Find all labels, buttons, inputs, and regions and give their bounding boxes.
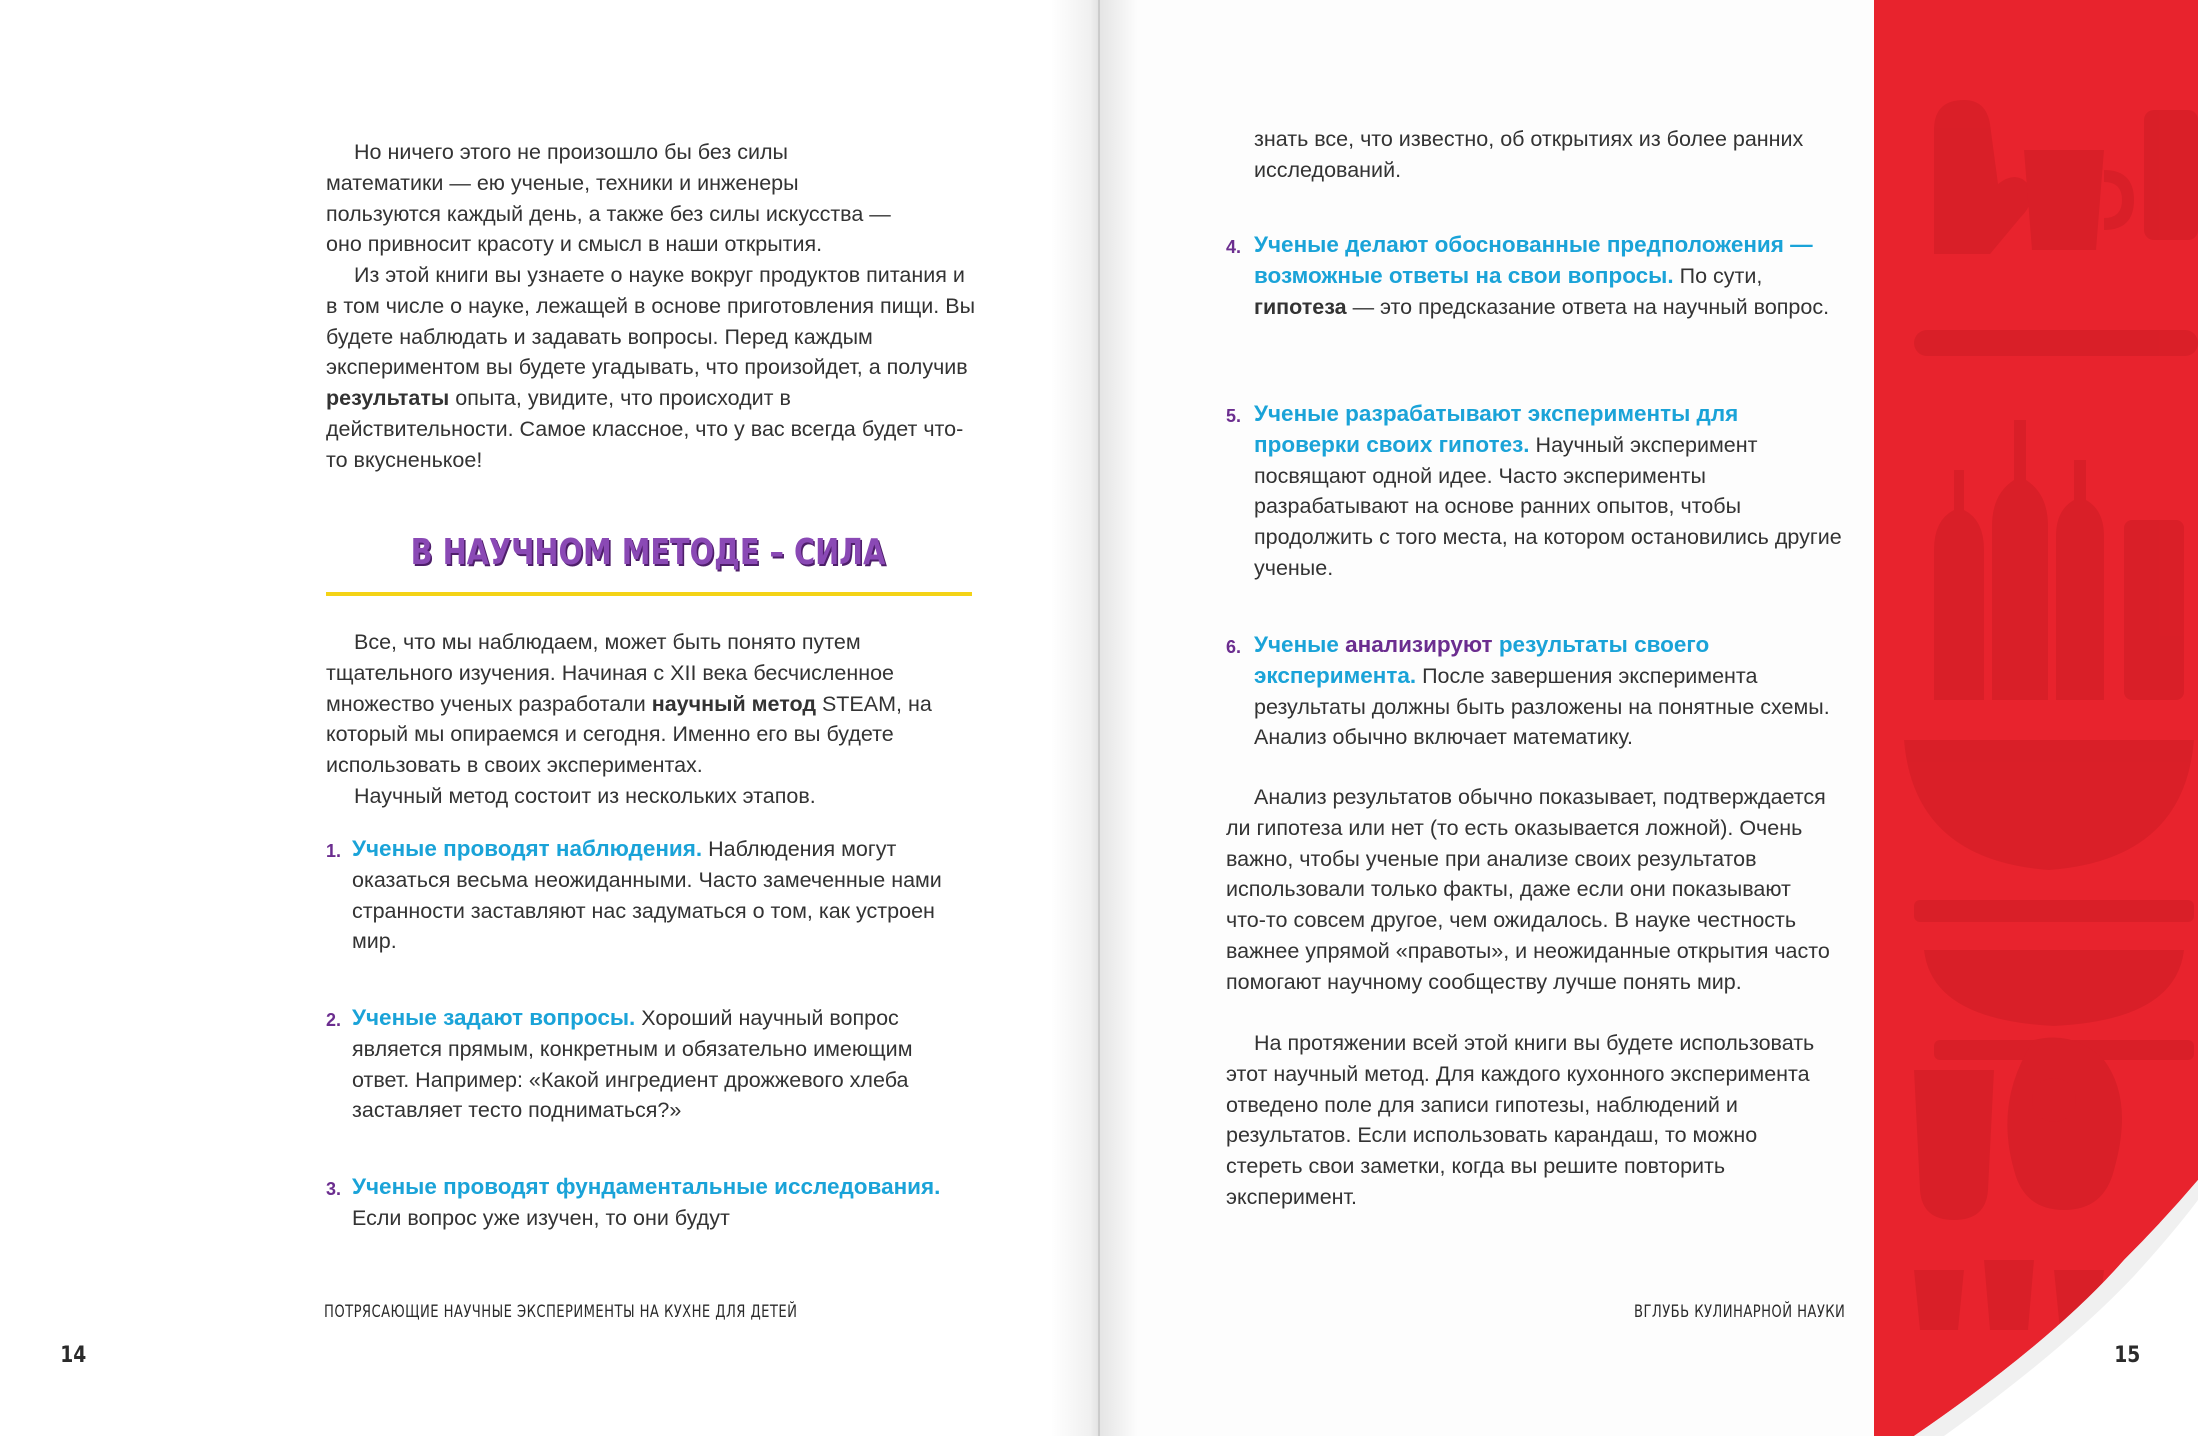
- page-number-right: 15: [2114, 1343, 2141, 1368]
- step-3-number: 3.: [326, 1179, 342, 1199]
- method-stages-line: Научный метод состоит из нескольких этапов.: [354, 784, 816, 808]
- term-hypothesis: гипотеза: [1254, 294, 1347, 319]
- right-running-footer: ВГЛУБЬ КУЛИНАРНОЙ НАУКИ: [1634, 1302, 1846, 1322]
- usage-paragraph: На протяжении всей этой книги вы будете использовать этот научный метод. Для каждого кухонного эксперимента отведено поле для записи гипотезы, наблюдений и результатов. Если использовать карандаш, то можно стереть свои заметки, когда вы решите повторить эксперимент.: [1226, 1031, 1815, 1209]
- section-divider: [326, 592, 972, 596]
- step-6-number: 6.: [1226, 637, 1242, 657]
- intro-line-3: пользуются каждый день, а также без силы искусства —: [326, 201, 891, 226]
- step-4: Ученые делают обоснованные предположения — возможные ответы на свои вопросы. По сути, гипотеза — это предсказание ответа на научный вопрос.: [1254, 232, 1830, 319]
- step-4-number: 4.: [1226, 237, 1242, 257]
- term-results: результаты: [326, 386, 450, 411]
- page-number-left: 14: [60, 1343, 87, 1368]
- analysis-paragraph: Анализ результатов обычно показывает, подтверждается ли гипотеза или нет (то есть оказывается ложной). Очень важно, чтобы ученые при анализе своих результатов использовали только факты, даже если они показывают что-то совсем другое, чем ожидалось. В науке честность важнее упрямой «правоты», и неожиданные открытия часто помогают научному сообществу лучше понять мир.: [1226, 785, 1830, 994]
- step-1-number: 1.: [326, 841, 342, 861]
- intro-paragraph-1: [326, 137, 966, 260]
- term-scientific-method: научный метод: [651, 691, 816, 716]
- book-gutter-shadow: [1050, 0, 1100, 1436]
- term-analyze: анализируют: [1345, 632, 1493, 657]
- page-curl-corner: [1874, 1180, 2198, 1436]
- book-gutter-shadow-right: [1098, 0, 1138, 1436]
- left-running-footer: ПОТРЯСАЮЩИЕ НАУЧНЫЕ ЭКСПЕРИМЕНТЫ НА КУХНЕ ДЛЯ ДЕТЕЙ: [324, 1302, 798, 1322]
- intro-line-2: математики — ею ученые, техники и инженеры: [326, 170, 799, 195]
- intro-paragraph-2: Из этой книги вы узнаете о науке вокруг продуктов питания и в том числе о науке, лежащей в основе приготовления пищи. Вы будете наблюдать и задавать вопросы. Перед каждым экспериментом вы будете угадывать, что произойдет, а получив результаты опыта, увидите, что происходит в действительности. Самое классное, что у вас всегда будет что-то вкусненькое!: [326, 263, 976, 472]
- step-2-number: 2.: [326, 1010, 342, 1030]
- intro-line-4: оно привносит красоту и смысл в наши открытия.: [326, 232, 823, 257]
- intro-line-1: Но ничего этого не произошло бы без силы: [354, 140, 788, 164]
- step-5: Ученые разрабатывают эксперименты для проверки своих гипотез. Научный эксперимент посвящают одной идее. Часто эксперименты разрабатывают на основе ранних опытов, чтобы продолжить с того места, на котором остановились другие ученые.: [1254, 401, 1842, 580]
- step-3: Ученые проводят фундаментальные исследования. Если вопрос уже изучен, то они будут: [352, 1174, 941, 1230]
- step-2: Ученые задают вопросы. Хороший научный вопрос является прямым, конкретным и обязательно имеющим ответ. Например: «Какой ингредиент дрожжевого хлеба заставляет тесто подниматься?»: [352, 1005, 913, 1123]
- step-3-continued: знать все, что известно, об открытиях из более ранних исследований.: [1254, 127, 1804, 182]
- method-paragraph: Все, что мы наблюдаем, может быть понято путем тщательного изучения. Начиная с XII века бесчисленное множество ученых разработали научный метод STEAM, на который мы опираемся и сегодня. Именно его вы будете использовать в своих экспериментах.: [326, 630, 932, 778]
- section-title: В НАУЧНОМ МЕТОДЕ – СИЛА: [410, 532, 886, 573]
- step-5-number: 5.: [1226, 406, 1242, 426]
- step-1: Ученые проводят наблюдения. Наблюдения могут оказаться весьма неожиданными. Часто замеченные нами странности заставляют нас задуматься о том, как устроен мир.: [352, 836, 942, 954]
- step-6: Ученые анализируют результаты своего эксперимента. После завершения эксперимента результаты должны быть разложены на понятные схемы. Анализ обычно включает математику.: [1254, 632, 1830, 750]
